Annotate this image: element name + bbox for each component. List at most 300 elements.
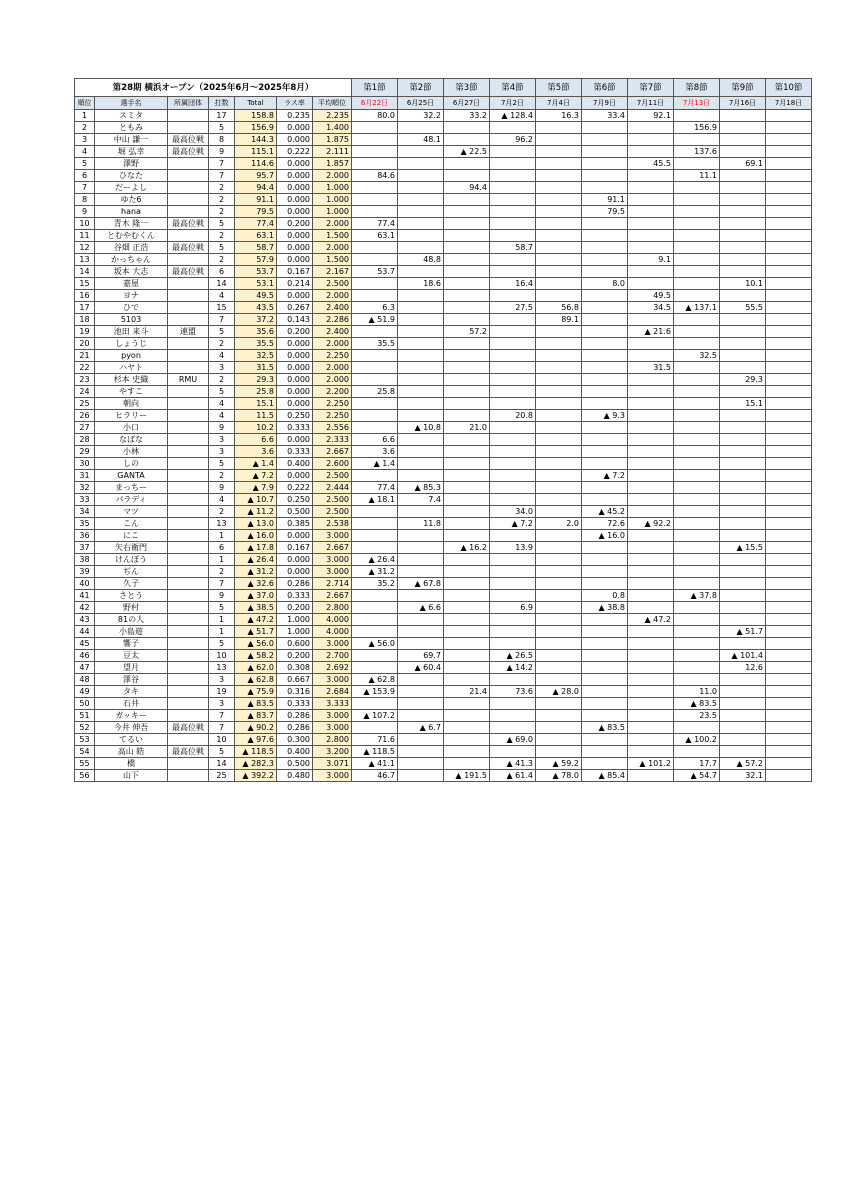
round-score-cell: 2.0 bbox=[536, 518, 582, 530]
round-score-cell bbox=[490, 182, 536, 194]
games-cell: 15 bbox=[209, 302, 235, 314]
avg-rank-cell: 2.600 bbox=[313, 458, 352, 470]
round-score-cell bbox=[766, 674, 812, 686]
round-score-cell bbox=[628, 722, 674, 734]
table-row bbox=[75, 746, 812, 758]
org-cell bbox=[168, 566, 209, 578]
round-score-cell bbox=[490, 194, 536, 206]
avg-rank-cell: 2.667 bbox=[313, 590, 352, 602]
table-row bbox=[75, 674, 812, 686]
games-cell: 10 bbox=[209, 734, 235, 746]
total-cell: 10.2 bbox=[235, 422, 277, 434]
round-score-cell bbox=[444, 698, 490, 710]
round-score-cell bbox=[582, 494, 628, 506]
round-score-cell bbox=[766, 374, 812, 386]
round-score-cell: ▲ 61.4 bbox=[490, 770, 536, 782]
round-score-cell bbox=[674, 410, 720, 422]
round-score-cell: 55.5 bbox=[720, 302, 766, 314]
round-score-cell bbox=[720, 194, 766, 206]
round-score-cell bbox=[398, 566, 444, 578]
score-sheet bbox=[74, 78, 812, 782]
org-cell: 最高位戦 bbox=[168, 218, 209, 230]
avg-rank-cell: 2.167 bbox=[313, 266, 352, 278]
org-cell bbox=[168, 530, 209, 542]
round-score-cell bbox=[720, 410, 766, 422]
total-cell: 53.7 bbox=[235, 266, 277, 278]
last-rate-cell: 0.200 bbox=[277, 602, 313, 614]
round-score-cell bbox=[720, 422, 766, 434]
total-cell: 25.8 bbox=[235, 386, 277, 398]
avg-rank-cell: 2.200 bbox=[313, 386, 352, 398]
round-score-cell bbox=[628, 422, 674, 434]
round-score-cell bbox=[536, 182, 582, 194]
rank-cell: 3 bbox=[75, 134, 95, 146]
avg-rank-cell: 1.000 bbox=[313, 206, 352, 218]
table-row bbox=[75, 650, 812, 662]
round-score-cell: 21.4 bbox=[444, 686, 490, 698]
round-score-cell bbox=[628, 170, 674, 182]
total-cell: 53.1 bbox=[235, 278, 277, 290]
round-score-cell bbox=[628, 602, 674, 614]
rank-cell: 19 bbox=[75, 326, 95, 338]
total-cell: 77.4 bbox=[235, 218, 277, 230]
round-score-cell bbox=[352, 182, 398, 194]
total-cell: ▲ 75.9 bbox=[235, 686, 277, 698]
total-cell: ▲ 62.8 bbox=[235, 674, 277, 686]
table-row bbox=[75, 638, 812, 650]
round-score-cell bbox=[582, 146, 628, 158]
total-cell: ▲ 7.2 bbox=[235, 470, 277, 482]
round-score-cell bbox=[766, 410, 812, 422]
total-cell: 31.5 bbox=[235, 362, 277, 374]
table-row bbox=[75, 410, 812, 422]
round-score-cell bbox=[720, 206, 766, 218]
round-score-cell: ▲ 37.8 bbox=[674, 590, 720, 602]
round-score-cell bbox=[444, 314, 490, 326]
round-score-cell bbox=[720, 182, 766, 194]
round-score-cell bbox=[352, 698, 398, 710]
org-cell bbox=[168, 446, 209, 458]
round-score-cell bbox=[766, 134, 812, 146]
avg-rank-cell: 1.000 bbox=[313, 194, 352, 206]
round-score-cell: ▲ 92.2 bbox=[628, 518, 674, 530]
round-score-cell: ▲ 100.2 bbox=[674, 734, 720, 746]
table-body bbox=[75, 79, 812, 782]
round-score-cell bbox=[536, 374, 582, 386]
round-score-cell bbox=[536, 146, 582, 158]
table-row bbox=[75, 662, 812, 674]
round-header: 第5節 bbox=[536, 79, 582, 97]
table-row bbox=[75, 722, 812, 734]
round-score-cell: ▲ 62.8 bbox=[352, 674, 398, 686]
round-score-cell bbox=[444, 674, 490, 686]
total-cell: 3.6 bbox=[235, 446, 277, 458]
round-score-cell: 34.5 bbox=[628, 302, 674, 314]
games-cell: 5 bbox=[209, 602, 235, 614]
avg-rank-cell: 3.000 bbox=[313, 770, 352, 782]
games-cell: 5 bbox=[209, 458, 235, 470]
org-cell: 最高位戦 bbox=[168, 134, 209, 146]
table-row bbox=[75, 626, 812, 638]
round-score-cell: ▲ 51.9 bbox=[352, 314, 398, 326]
round-score-cell bbox=[536, 470, 582, 482]
round-score-cell bbox=[444, 710, 490, 722]
round-score-cell: ▲ 85.3 bbox=[398, 482, 444, 494]
round-score-cell bbox=[398, 230, 444, 242]
total-cell: 32.5 bbox=[235, 350, 277, 362]
round-score-cell: 23.5 bbox=[674, 710, 720, 722]
total-cell: 35.5 bbox=[235, 338, 277, 350]
rank-cell: 26 bbox=[75, 410, 95, 422]
round-score-cell bbox=[674, 554, 720, 566]
avg-rank-cell: 1.875 bbox=[313, 134, 352, 146]
round-score-cell bbox=[766, 122, 812, 134]
player-name-cell: 5103 bbox=[95, 314, 168, 326]
player-name-cell: 谷畑 正浩 bbox=[95, 242, 168, 254]
round-score-cell: ▲ 41.1 bbox=[352, 758, 398, 770]
avg-rank-cell: 2.400 bbox=[313, 302, 352, 314]
round-score-cell bbox=[352, 542, 398, 554]
round-score-cell bbox=[628, 542, 674, 554]
round-score-cell bbox=[766, 614, 812, 626]
round-score-cell: ▲ 137.1 bbox=[674, 302, 720, 314]
rank-cell: 20 bbox=[75, 338, 95, 350]
round-score-cell bbox=[674, 746, 720, 758]
round-score-cell bbox=[352, 518, 398, 530]
games-cell: 13 bbox=[209, 662, 235, 674]
table-row bbox=[75, 182, 812, 194]
rank-cell: 36 bbox=[75, 530, 95, 542]
round-score-cell bbox=[582, 674, 628, 686]
round-score-cell bbox=[352, 398, 398, 410]
games-cell: 14 bbox=[209, 758, 235, 770]
rank-cell: 27 bbox=[75, 422, 95, 434]
org-cell bbox=[168, 590, 209, 602]
round-score-cell bbox=[720, 350, 766, 362]
round-score-cell bbox=[536, 578, 582, 590]
last-rate-cell: 0.000 bbox=[277, 554, 313, 566]
round-score-cell bbox=[720, 674, 766, 686]
round-score-cell bbox=[352, 422, 398, 434]
round-score-cell bbox=[674, 434, 720, 446]
round-score-cell bbox=[674, 338, 720, 350]
round-score-cell bbox=[766, 518, 812, 530]
last-rate-cell: 0.235 bbox=[277, 110, 313, 122]
player-name-cell: 堀 弘幸 bbox=[95, 146, 168, 158]
round-score-cell bbox=[536, 398, 582, 410]
org-cell bbox=[168, 614, 209, 626]
total-cell: ▲ 32.6 bbox=[235, 578, 277, 590]
total-cell: ▲ 62.0 bbox=[235, 662, 277, 674]
round-score-cell bbox=[674, 398, 720, 410]
round-score-cell bbox=[398, 506, 444, 518]
round-score-cell bbox=[628, 134, 674, 146]
round-score-cell bbox=[536, 326, 582, 338]
last-rate-cell: 0.250 bbox=[277, 494, 313, 506]
round-score-cell bbox=[352, 254, 398, 266]
round-score-cell bbox=[674, 218, 720, 230]
total-cell: ▲ 56.0 bbox=[235, 638, 277, 650]
total-header: Total bbox=[235, 97, 277, 110]
org-cell bbox=[168, 542, 209, 554]
round-score-cell bbox=[536, 254, 582, 266]
total-cell: 94.4 bbox=[235, 182, 277, 194]
round-score-cell bbox=[720, 590, 766, 602]
org-cell bbox=[168, 662, 209, 674]
round-score-cell: ▲ 59.2 bbox=[536, 758, 582, 770]
round-score-cell bbox=[398, 410, 444, 422]
round-score-cell bbox=[628, 554, 674, 566]
rank-cell: 15 bbox=[75, 278, 95, 290]
games-cell: 2 bbox=[209, 230, 235, 242]
games-cell: 4 bbox=[209, 410, 235, 422]
round-score-cell bbox=[444, 650, 490, 662]
org-cell: 連盟 bbox=[168, 326, 209, 338]
total-cell: ▲ 7.9 bbox=[235, 482, 277, 494]
table-row bbox=[75, 506, 812, 518]
round-score-cell bbox=[720, 230, 766, 242]
round-score-cell bbox=[536, 542, 582, 554]
avg-rank-cell: 2.800 bbox=[313, 602, 352, 614]
round-score-cell: 21.0 bbox=[444, 422, 490, 434]
round-score-cell: 0.8 bbox=[582, 590, 628, 602]
round-score-cell bbox=[582, 626, 628, 638]
games-cell: 4 bbox=[209, 398, 235, 410]
round-score-cell: 92.1 bbox=[628, 110, 674, 122]
date-header: 7月18日 bbox=[766, 97, 812, 110]
player-name-cell: ひで bbox=[95, 302, 168, 314]
round-score-cell bbox=[582, 230, 628, 242]
round-score-cell bbox=[582, 758, 628, 770]
round-score-cell bbox=[720, 362, 766, 374]
round-score-cell bbox=[582, 338, 628, 350]
round-score-cell bbox=[628, 674, 674, 686]
round-score-cell: ▲ 38.8 bbox=[582, 602, 628, 614]
round-score-cell bbox=[536, 206, 582, 218]
round-score-cell bbox=[720, 458, 766, 470]
round-score-cell bbox=[674, 206, 720, 218]
round-score-cell bbox=[582, 698, 628, 710]
round-score-cell: 7.4 bbox=[398, 494, 444, 506]
player-name-cell: 野村 bbox=[95, 602, 168, 614]
round-score-cell bbox=[766, 686, 812, 698]
avg-rank-cell: 2.000 bbox=[313, 218, 352, 230]
round-score-cell bbox=[536, 218, 582, 230]
round-score-cell bbox=[536, 194, 582, 206]
round-score-cell bbox=[628, 146, 674, 158]
round-score-cell bbox=[766, 206, 812, 218]
round-score-cell bbox=[628, 530, 674, 542]
round-score-cell bbox=[628, 746, 674, 758]
player-name-cell: 豆太 bbox=[95, 650, 168, 662]
round-score-cell bbox=[444, 410, 490, 422]
round-score-cell bbox=[444, 230, 490, 242]
round-score-cell: ▲ 60.4 bbox=[398, 662, 444, 674]
round-score-cell bbox=[490, 326, 536, 338]
round-score-cell bbox=[766, 290, 812, 302]
round-score-cell bbox=[766, 110, 812, 122]
round-score-cell bbox=[582, 314, 628, 326]
games-cell: 5 bbox=[209, 242, 235, 254]
rank-cell: 17 bbox=[75, 302, 95, 314]
round-score-cell bbox=[398, 626, 444, 638]
round-score-cell: ▲ 101.2 bbox=[628, 758, 674, 770]
round-score-cell: ▲ 51.7 bbox=[720, 626, 766, 638]
table-row bbox=[75, 170, 812, 182]
rank-cell: 46 bbox=[75, 650, 95, 662]
player-name-cell: ゆた6 bbox=[95, 194, 168, 206]
table-row bbox=[75, 422, 812, 434]
round-score-cell: ▲ 1.4 bbox=[352, 458, 398, 470]
round-score-cell bbox=[628, 374, 674, 386]
table-row bbox=[75, 458, 812, 470]
org-cell: 最高位戦 bbox=[168, 242, 209, 254]
player-name-cell: GANTA bbox=[95, 470, 168, 482]
round-score-cell bbox=[766, 362, 812, 374]
last-rate-cell: 0.000 bbox=[277, 158, 313, 170]
table-row bbox=[75, 278, 812, 290]
games-cell: 9 bbox=[209, 590, 235, 602]
avg-rank-cell: 2.000 bbox=[313, 170, 352, 182]
round-score-cell bbox=[536, 230, 582, 242]
round-score-cell: 6.6 bbox=[352, 434, 398, 446]
round-score-cell bbox=[536, 506, 582, 518]
round-score-cell bbox=[582, 170, 628, 182]
round-score-cell bbox=[674, 602, 720, 614]
round-score-cell bbox=[444, 362, 490, 374]
rank-cell: 56 bbox=[75, 770, 95, 782]
games-cell: 7 bbox=[209, 158, 235, 170]
org-cell bbox=[168, 158, 209, 170]
round-score-cell bbox=[490, 638, 536, 650]
round-score-cell bbox=[398, 338, 444, 350]
avg-rank-cell: 2.000 bbox=[313, 242, 352, 254]
rank-cell: 10 bbox=[75, 218, 95, 230]
last-rate-cell: 0.143 bbox=[277, 314, 313, 326]
round-score-cell bbox=[352, 590, 398, 602]
round-score-cell bbox=[628, 398, 674, 410]
table-row bbox=[75, 218, 812, 230]
round-score-cell bbox=[674, 290, 720, 302]
round-score-cell bbox=[536, 242, 582, 254]
round-score-cell bbox=[352, 470, 398, 482]
round-score-cell: 35.5 bbox=[352, 338, 398, 350]
org-cell: 最高位戦 bbox=[168, 146, 209, 158]
rank-cell: 35 bbox=[75, 518, 95, 530]
round-score-cell: 6.9 bbox=[490, 602, 536, 614]
round-score-cell bbox=[398, 350, 444, 362]
last-rate-cell: 0.600 bbox=[277, 638, 313, 650]
player-name-cell: こん bbox=[95, 518, 168, 530]
avg-rank-cell: 2.684 bbox=[313, 686, 352, 698]
round-score-cell bbox=[720, 134, 766, 146]
total-cell: ▲ 13.0 bbox=[235, 518, 277, 530]
round-score-cell: 11.8 bbox=[398, 518, 444, 530]
round-score-cell bbox=[536, 158, 582, 170]
round-score-cell bbox=[628, 230, 674, 242]
avg-rank-cell: 3.000 bbox=[313, 674, 352, 686]
player-name-cell: 矢右衛門 bbox=[95, 542, 168, 554]
round-score-cell bbox=[582, 422, 628, 434]
player-name-cell: まっちー bbox=[95, 482, 168, 494]
org-cell bbox=[168, 770, 209, 782]
games-cell: 7 bbox=[209, 170, 235, 182]
round-score-cell bbox=[398, 266, 444, 278]
round-score-cell: 33.2 bbox=[444, 110, 490, 122]
round-score-cell bbox=[674, 494, 720, 506]
table-row bbox=[75, 314, 812, 326]
player-name-cell: 嘉屋 bbox=[95, 278, 168, 290]
round-score-cell bbox=[444, 530, 490, 542]
table-row bbox=[75, 326, 812, 338]
round-score-cell bbox=[352, 626, 398, 638]
last-rate-cell: 0.400 bbox=[277, 746, 313, 758]
round-score-cell bbox=[444, 434, 490, 446]
round-score-cell bbox=[444, 506, 490, 518]
round-score-cell bbox=[628, 182, 674, 194]
round-score-cell bbox=[536, 566, 582, 578]
org-cell: RMU bbox=[168, 374, 209, 386]
round-score-cell bbox=[720, 746, 766, 758]
avg-rank-cell: 2.500 bbox=[313, 506, 352, 518]
round-score-cell bbox=[582, 662, 628, 674]
org-cell bbox=[168, 470, 209, 482]
round-score-cell: 31.5 bbox=[628, 362, 674, 374]
player-name-cell: にこ bbox=[95, 530, 168, 542]
round-score-cell bbox=[582, 362, 628, 374]
round-score-cell bbox=[674, 626, 720, 638]
org-cell bbox=[168, 314, 209, 326]
games-cell: 14 bbox=[209, 278, 235, 290]
org-cell bbox=[168, 410, 209, 422]
rank-cell: 53 bbox=[75, 734, 95, 746]
round-score-cell bbox=[398, 674, 444, 686]
round-score-cell bbox=[628, 434, 674, 446]
round-score-cell: ▲ 56.0 bbox=[352, 638, 398, 650]
round-score-cell bbox=[490, 338, 536, 350]
round-score-cell bbox=[628, 566, 674, 578]
round-score-cell: ▲ 31.2 bbox=[352, 566, 398, 578]
round-score-cell bbox=[490, 530, 536, 542]
round-score-cell bbox=[766, 266, 812, 278]
round-score-cell bbox=[490, 458, 536, 470]
last-rate-cell: 0.000 bbox=[277, 398, 313, 410]
round-score-cell bbox=[536, 410, 582, 422]
round-score-cell: ▲ 26.4 bbox=[352, 554, 398, 566]
round-score-cell bbox=[398, 194, 444, 206]
player-name-cell: 小林 bbox=[95, 446, 168, 458]
player-name-cell: 澤野 bbox=[95, 158, 168, 170]
org-cell bbox=[168, 278, 209, 290]
last-rate-cell: 0.000 bbox=[277, 194, 313, 206]
round-score-cell bbox=[536, 446, 582, 458]
rank-cell: 44 bbox=[75, 626, 95, 638]
table-row bbox=[75, 350, 812, 362]
rank-cell: 1 bbox=[75, 110, 95, 122]
round-score-cell bbox=[582, 542, 628, 554]
avg-rank-cell: 2.667 bbox=[313, 446, 352, 458]
games-cell: 9 bbox=[209, 482, 235, 494]
round-score-cell bbox=[582, 242, 628, 254]
org-cell bbox=[168, 170, 209, 182]
round-score-cell bbox=[536, 650, 582, 662]
round-score-cell bbox=[628, 338, 674, 350]
round-score-cell bbox=[490, 494, 536, 506]
games-cell: 6 bbox=[209, 266, 235, 278]
round-score-cell bbox=[720, 110, 766, 122]
round-score-cell bbox=[352, 362, 398, 374]
player-name-cell: 青木 隆一 bbox=[95, 218, 168, 230]
